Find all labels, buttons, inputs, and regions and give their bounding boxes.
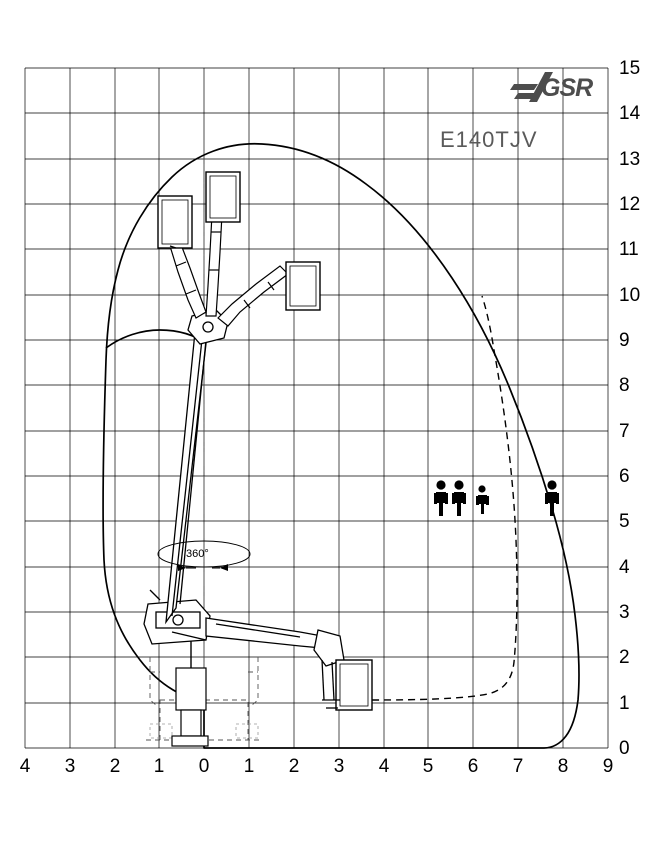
y-axis-label: 12	[619, 194, 641, 215]
capacity-two-persons-icon	[434, 480, 466, 516]
x-axis-label: 8	[557, 756, 569, 777]
y-axis-label: 7	[619, 421, 630, 442]
y-axis-label: 13	[619, 149, 641, 170]
capacity-one-person-icon	[545, 480, 559, 516]
y-axis-label: 14	[619, 103, 641, 124]
boom-main-raised	[166, 310, 228, 622]
x-axis-label: 2	[109, 756, 121, 777]
jib-upper-left	[158, 196, 206, 318]
x-axis-label: 7	[512, 756, 524, 777]
y-axis-label: 0	[619, 738, 630, 759]
y-axis-label: 5	[619, 511, 630, 532]
jib-upper-middle	[206, 172, 240, 316]
y-axis-label: 9	[619, 330, 630, 351]
gsr-logo-text	[541, 74, 592, 103]
model-title: E140TJV	[440, 127, 538, 152]
y-axis-label: 1	[619, 693, 630, 714]
x-axis-label: 5	[422, 756, 434, 777]
x-axis-label: 0	[198, 756, 210, 777]
brand-name: GSR	[541, 74, 593, 102]
x-axis-label: 6	[467, 756, 479, 777]
y-axis-label: 15	[619, 58, 641, 79]
y-axis-label: 11	[619, 239, 639, 260]
x-axis-label: 1	[153, 756, 165, 777]
y-axis-label: 3	[619, 602, 630, 623]
y-axis-label: 2	[619, 647, 630, 668]
capacity-person-small-icon	[476, 485, 489, 514]
y-axis-label: 10	[619, 285, 641, 306]
y-axis-label: 8	[619, 375, 630, 396]
y-axis-label: 4	[619, 557, 630, 578]
x-axis-label: 2	[288, 756, 300, 777]
x-axis-label: 4	[19, 756, 31, 777]
jib-upper-right	[218, 262, 320, 326]
x-axis-label: 3	[64, 756, 76, 777]
x-axis-label: 4	[378, 756, 390, 777]
x-axis-label: 9	[602, 756, 614, 777]
x-axis-label: 3	[333, 756, 345, 777]
y-axis-label: 6	[619, 466, 630, 487]
rotation-label: 360°	[186, 548, 209, 560]
x-axis-label: 1	[243, 756, 255, 777]
